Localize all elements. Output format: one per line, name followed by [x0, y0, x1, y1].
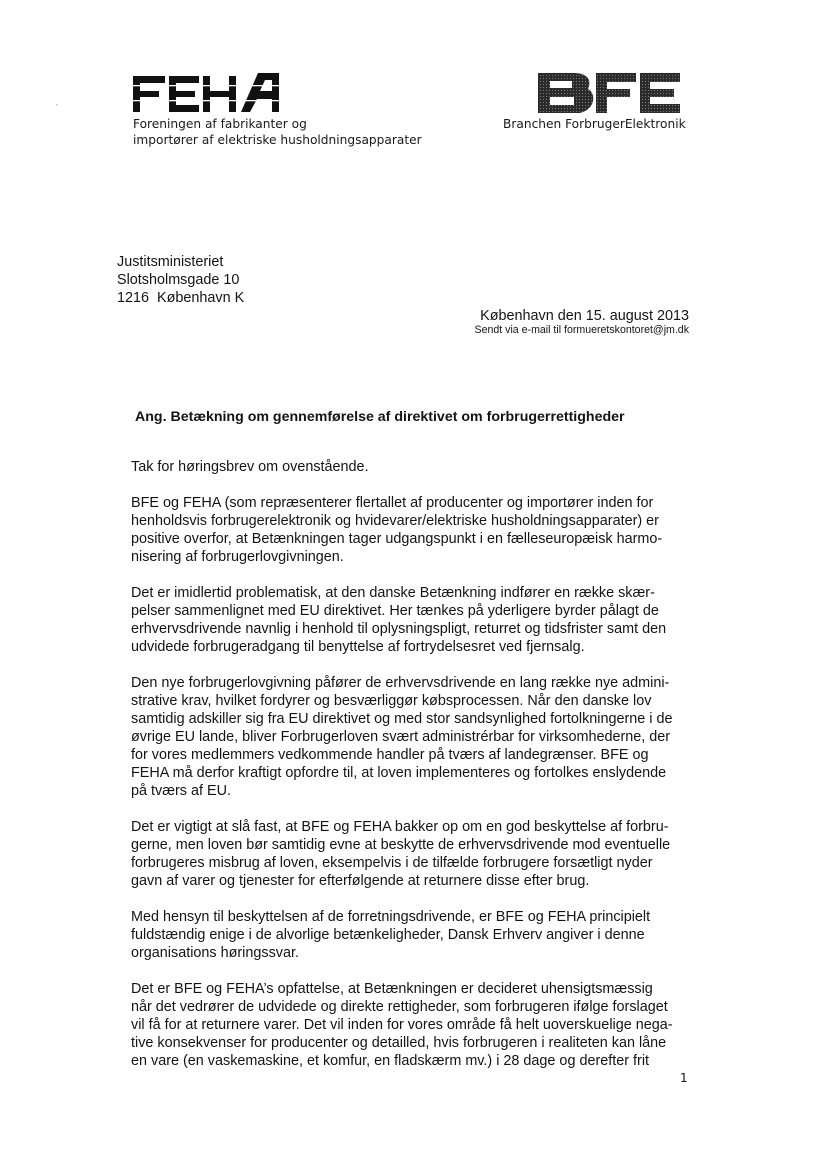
paragraph-3 [131, 584, 696, 656]
paragraph-line: samtidig adskiller sig fra EU direktivet og med stor sandsynlighed fortolkningerne i de [131, 711, 673, 727]
recipient-line-1: Justitsministeriet [117, 254, 224, 270]
letter-subject: Ang. Betækning om gennemførelse af direktivet om forbrugerrettigheder [135, 409, 625, 425]
paragraph-line: gavn af varer og tjenester for efterfølgende at returnere disse efter brug. [131, 873, 590, 889]
bfe-logo-graphic [536, 71, 682, 115]
paragraph-line: positive overfor, at Betænkningen tager udgangspunkt i en fælleseuropæisk harmo- [131, 531, 663, 547]
paragraph-line: Det er vigtigt at slå fast, at BFE og FEHA bakker op om en god beskyttelse af forbru- [131, 819, 669, 835]
feha-org-name [133, 116, 422, 148]
paragraph-line: på tværs af EU. [131, 783, 231, 799]
paragraph-line: udvidede forbrugeradgang til benyttelse af fortrydelsesret ved fjernsalg. [131, 639, 585, 655]
feha-org-line-2: importører af elektriske husholdningsapparater [133, 133, 422, 147]
scan-speck: ’ [56, 103, 58, 112]
paragraph-4 [131, 674, 696, 800]
paragraph-line: BFE og FEHA (som repræsenterer flertallet af producenter og importører inden for [131, 495, 654, 511]
letter-body [131, 458, 696, 1088]
paragraph-1 [131, 458, 696, 476]
paragraph-line: en vare (en vaskemaskine, et komfur, en fladskærm mv.) i 28 dage og derefter frit [131, 1053, 650, 1069]
paragraph-line: FEHA må derfor kraftigt opfordre til, at loven implementeres og fortolkes enslydende [131, 765, 667, 781]
paragraph-line: Det er imidlertid problematisk, at den danske Betænkning indfører en række skær- [131, 585, 655, 601]
paragraph-6 [131, 908, 696, 962]
paragraph-line: for vores medlemmers vedkommende handler på tværs af landegrænser. BFE og [131, 747, 649, 763]
feha-logo [133, 73, 279, 115]
recipient-line-2: Slotsholmsgade 10 [117, 272, 240, 288]
recipient-line-3: 1216 København K [117, 290, 245, 306]
paragraph-line: strative krav, hvilket fordyrer og besværliggør købsprocessen. Når den danske lov [131, 693, 652, 709]
page-number: 1 [680, 1071, 688, 1085]
paragraph-line: fuldstændig enige i de alvorlige betænkeligheder, Dansk Erhverv angiver i denne [131, 927, 645, 943]
paragraph-line: erhvervsdrivende navnlig i henhold til oplysningspligt, returret og tidsfrister samt den [131, 621, 667, 637]
feha-org-line-1: Foreningen af fabrikanter og [133, 117, 307, 131]
bfe-org-name: Branchen ForbrugerElektronik [503, 117, 686, 131]
bfe-logo [536, 71, 682, 120]
paragraph-7 [131, 980, 696, 1070]
paragraph-line: vil få for at returnere varer. Det vil inden for vores område få helt uoverskuelige nega- [131, 1017, 673, 1033]
paragraph-line: når det vedrører de udvidede og direkte rettigheder, som forbrugeren ifølge forslaget [131, 999, 668, 1015]
sent-via-note: Sendt via e-mail til formueretskontoret@jm.dk [474, 324, 689, 336]
recipient-address [117, 253, 244, 307]
paragraph-2 [131, 494, 696, 566]
paragraph-line: øvrige EU lande, bliver Forbrugerloven svært administrérbar for virksomhederne, der [131, 729, 671, 745]
paragraph-line: Tak for høringsbrev om ovenstående. [131, 459, 369, 475]
paragraph-line: gerne, men loven bør samtidig evne at beskytte de erhvervsdrivende mod eventuelle [131, 837, 671, 853]
paragraph-5 [131, 818, 696, 890]
paragraph-line: Det er BFE og FEHA’s opfattelse, at Betænkningen er decideret uhensigtsmæssig [131, 981, 653, 997]
letter-date: København den 15. august 2013 [480, 308, 689, 324]
paragraph-line: organisations høringssvar. [131, 945, 299, 961]
paragraph-line: tive konsekvenser for producenter og detailled, hvis forbrugeren i realiteten kan låne [131, 1035, 667, 1051]
paragraph-line: henholdsvis forbrugerelektronik og hvidevarer/elektriske husholdningsapparater) er [131, 513, 659, 529]
paragraph-line: nisering af forbrugerlovgivningen. [131, 549, 344, 565]
feha-logo-graphic [133, 73, 279, 115]
paragraph-line: pelser sammenlignet med EU direktivet. Her tænkes på yderligere byrder pålagt de [131, 603, 659, 619]
paragraph-line: Den nye forbrugerlovgivning påfører de erhvervsdrivende en lang række nye admini- [131, 675, 670, 691]
paragraph-line: forbrugeres misbrug af loven, eksempelvis i de tilfælde forbrugere forsætligt nyder [131, 855, 653, 871]
paragraph-line: Med hensyn til beskyttelsen af de forretningsdrivende, er BFE og FEHA principielt [131, 909, 651, 925]
